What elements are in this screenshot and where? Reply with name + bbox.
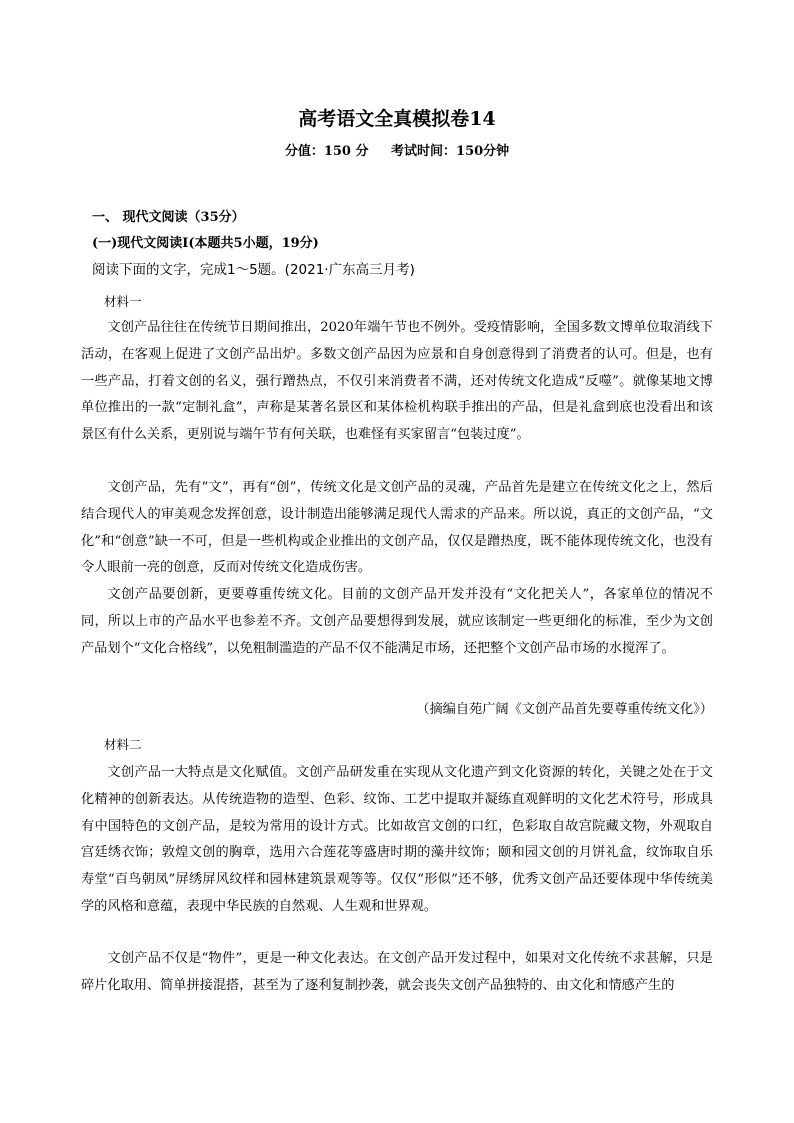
time-label: 考试时间：150分钟 (391, 144, 510, 159)
material-one-label: 材料一 (104, 294, 142, 309)
source-citation: （摘编自苑广阔《文创产品首先要尊重传统文化》） (416, 702, 713, 717)
section-heading: 一、 现代文阅读（35分） (92, 210, 245, 225)
paragraph: 文创产品，先有“文”，再有“创”，传统文化是文创产品的灵魂，产品首先是建立在传统文化之上，然后结合现代人的审美观念发挥创意，设计制造出能够满足现代人需求的产品来。所以说，真正的文创产品，“文化”和“创意”缺一不可，但是一些机构或企业推出的文创产品，仅仅是蹭热度，既不能体现传统文化，也没有令人眼前一亮的创意，反而对传统文化造成伤害。 (81, 480, 713, 576)
paragraph: 文创产品往往在传统节日期间推出，2020年端午节也不例外。受疫情影响，全国多数文博单位取消线下活动，在客观上促进了文创产品出炉。多数文创产品因为应景和自身创意得到了消费者的认可。但是，也有一些产品，打着文创的名义，强行蹭热点，不仅引来消费者不满，还对传统文化造成“反噬”。就像某地文博单位推出的一款“定制礼盒”，声称是某著名景区和某体检机构联手推出的产品，但是礼盒到底也没看出和该景区有什么关系，更别说与端午节有何关联，也难怪有买家留言“包装过度”。 (81, 320, 713, 443)
exam-info (0, 140, 794, 159)
score-label: 分值：150 分 (284, 144, 369, 159)
exam-title: 高考语文全真模拟卷14 (298, 108, 496, 130)
subsection-heading: (一)现代文阅读Ⅰ(本题共5小题，19分) (92, 236, 319, 251)
instruction-text: 阅读下面的文字，完成1～5题。(2021·广东高三月考) (92, 262, 415, 278)
paragraph: 文创产品一大特点是文化赋值。文创产品研发重在实现从文化遗产到文化资源的转化，关键之处在于文化精神的创新表达。从传统造物的造型、色彩、纹饰、工艺中提取并凝练直观鲜明的文化艺术符号，形成具有中国特色的文创产品，是较为常用的设计方式。比如故宫文创的口红，色彩取自故宫院藏文物，外观取自宫廷绣衣饰；敦煌文创的胸章，选用六合莲花等盛唐时期的藻井纹饰；颐和园文创的月饼礼盒，纹饰取自乐寿堂“百鸟朝凤”屏绣屏风纹样和园林建筑景观等等。仅仅“形似”还不够，优秀文创产品还要体现中华传统美学的风格和意蕴，表现中华民族的自然观、人生观和世界观。 (81, 765, 713, 914)
material-two-label: 材料二 (104, 737, 142, 752)
paragraph: 文创产品要创新，更要尊重传统文化。目前的文创产品开发并没有“文化把关人”，各家单位的情况不同，所以上市的产品水平也参差不齐。文创产品要想得到发展，就应该制定一些更细化的标准，至少为文创产品划个“文化合格线”，以免粗制滥造的产品不仅不能满足市场，还把整个文创产品市场的水搅浑了。 (81, 587, 713, 656)
paragraph: 文创产品不仅是“物件”，更是一种文化表达。在文创产品开发过程中，如果对文化传统不求甚解，只是碎片化取用、简单拼接混搭，甚至为了逐利复制抄袭，就会丧失文创产品独特的、由文化和情感产生的 (81, 951, 713, 993)
